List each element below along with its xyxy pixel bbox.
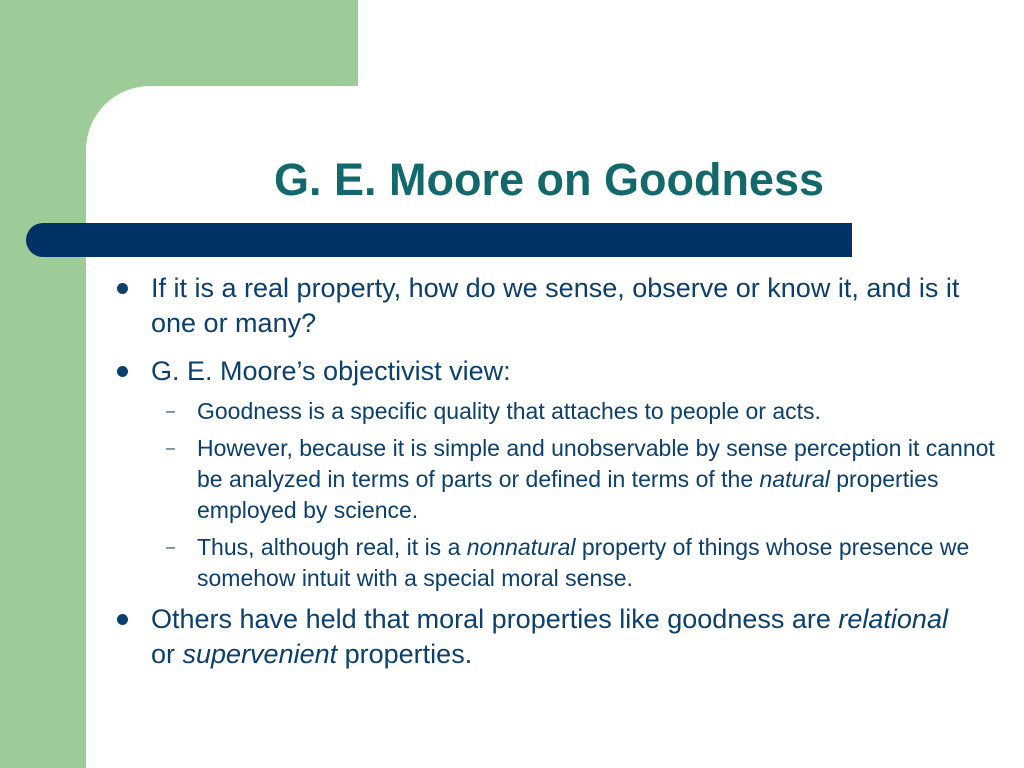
sub-bullet-text: Thus, although real, it is a (197, 534, 467, 560)
emphasis-supervenient: supervenient (182, 639, 338, 669)
dash-marker: – (166, 440, 175, 457)
bullet-dot (117, 614, 128, 625)
slide-title: G. E. Moore on Goodness (273, 154, 825, 205)
bullet-text: If it is a real property, how do we sense, observe or know it, and is it one or many? (151, 273, 960, 338)
dash-marker: – (166, 539, 175, 556)
emphasis-natural: natural (759, 466, 830, 492)
bullet-dot (117, 366, 128, 377)
dash-marker: – (166, 403, 175, 420)
bullet-dot (117, 283, 128, 294)
bullet-text: G. E. Moore’s objectivist view: (151, 356, 511, 386)
sub-bullet-text: Goodness is a specific quality that attaches to people or acts. (197, 398, 821, 424)
sub-bullet-text: However, because it is simple and unobservable by sense perception it cannot be analyzed in terms of parts or defined in terms of the (197, 435, 995, 492)
bullet-text: properties. (337, 639, 473, 669)
bullet-item-1 (151, 271, 971, 341)
bullet-item-3 (151, 602, 971, 672)
bullet-text: Others have held that moral properties like goodness are (151, 604, 839, 634)
bullet-text: or (151, 639, 183, 669)
sub-bullet-text: property of things whose presence we somehow intuit with a special moral sense. (197, 534, 970, 591)
bullet-item-2 (151, 354, 971, 389)
emphasis-nonnatural: nonnatural (466, 534, 576, 560)
sub-bullet-item-1 (197, 396, 997, 427)
sub-bullet-item-2 (197, 433, 997, 526)
sub-bullet-text: properties employed by science. (197, 466, 939, 523)
emphasis-relational: relational (838, 604, 948, 634)
sub-bullet-item-3 (197, 532, 997, 594)
